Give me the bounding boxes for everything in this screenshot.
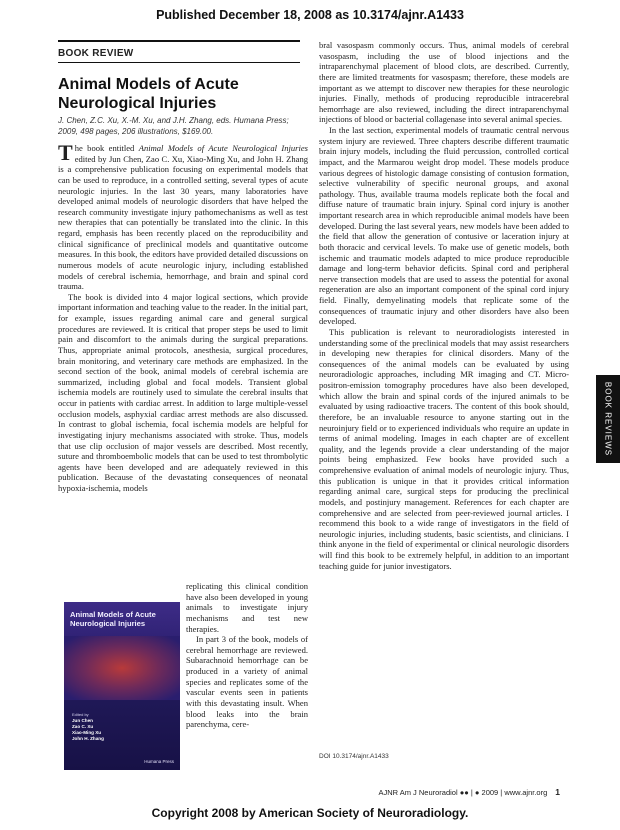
- intro-book-title: Animal Models of Acute Neurological Injuries: [138, 143, 308, 153]
- side-tab-label: BOOK REVIEWS: [603, 381, 613, 457]
- cover-edited-by: Edited by: [72, 712, 89, 717]
- cover-editor: John H. Zhang: [72, 736, 104, 741]
- article-title: Animal Models of Acute Neurological Injuries: [58, 76, 239, 112]
- section-rule: [58, 62, 300, 63]
- paragraph-2: The book is divided into 4 major logical sections, which provide important information and teaching value to the reader. In the initial part, for example, issues regarding animal care and general surgical procedures are reviewed. It is critical that proper steps be used to limit pain and discomfort to the animals during the surgical preparations. Thus, appropriate animal protocols, anesthesia, surgical procedures, brain monitoring, and veterinary care methods are emphasized. In the second section of the book, animal models of cerebral ischemia are summarized, including global and focal models. Transient global ischemia models are routinely used to simulate the cerebral insults that occur in patients with cardiac arrest. In addition to large multiple-vessel occlusion models, asphyxial cardiac arrest methods are also discussed. In contrast to global ischemia, focal ischemia models are helpful for investigating injury mechanisms associated with stroke. Thus, models that use clip occlusion of major vessels are described. Most recently, suture and thromboembolic models that can be used to test thrombolytic agents have been developed and are adequately reviewed in this publication. Because of the devastating consequences of neonatal hypoxia-ischemia, models: [58, 291, 308, 493]
- journal-citation: AJNR Am J Neuroradiol ●● | ● 2009 | www.ajnr.org: [378, 788, 548, 797]
- intro-start: he book entitled: [74, 143, 139, 153]
- drop-cap: T: [58, 140, 73, 165]
- side-tab: [596, 375, 620, 463]
- intro-paragraph: [58, 140, 308, 292]
- cover-editor: Jun Chen: [72, 718, 93, 723]
- left-narrow-column: [186, 581, 308, 730]
- copyright: Copyright 2008 by American Society of Neuroradiology.: [151, 806, 469, 820]
- byline: J. Chen, Z.C. Xu, X.-M. Xu, and J.H. Zhang, eds. Humana Press; 2009, 498 pages, 206 illustrations, $169.00.: [58, 116, 289, 136]
- right-column: [319, 40, 569, 571]
- right-paragraph-2: In the last section, experimental models of traumatic central nervous system injury are reviewed. Three chapters describe different traumatic brain injury models, including the fluid percussion, controlled cortical impact, and the Marmarou weight drop model. These models produce various degrees of histologic damage consisting of contusion formation, selective vulnerability of specific neuronal groups, and axonal pathology. Thus, available trauma models replicate both the focal and diffuse nature of traumatic brain injury. Spinal cord injury is another important research area in which reproducible animal models have been developed. During the last several years, new models have been added to the field that allow the generation of contusive or laceration injury at both thoracic and cervical levels. To make use of genetic models, both ischemic and traumatic models adapted to mice produce reproducible damage and long-term behavior deficits. Spinal cord and peripheral nerve transection models that are used to assess the potential for axonal regeneration are also an important component of the spinal cord injury field. Finally, demyelinating models that replicate some of the consequences of traumatic injury and other disorders have also been developed.: [319, 125, 569, 327]
- top-rule: [58, 40, 300, 42]
- cover-editors: [72, 718, 152, 742]
- paragraph-2-continued: replicating this clinical condition have also been developed in young animals to investigate injury mechanisms and test new therapies.: [186, 581, 308, 634]
- section-label: BOOK REVIEW: [58, 48, 134, 59]
- cover-artwork: [64, 636, 180, 700]
- cover-editor: Xiao-Ming Xu: [72, 730, 102, 735]
- book-cover-image: [64, 602, 180, 770]
- left-column: [58, 140, 308, 494]
- doi: DOI 10.3174/ajnr.A1433: [319, 753, 389, 760]
- cover-publisher: Humana Press: [144, 759, 174, 764]
- right-paragraph-1: bral vasospasm commonly occurs. Thus, animal models of cerebral vasospasm, including the use of blood injections and the intraparenchymal placement of blood clots, are described. Currently, there are limited treatments for vasospasm; therefore, these models are important as we attempt to discover new therapies for these neurologic injuries. Finally, methods of producing reproducible intracerebral hemorrhage are also reviewed, including the direct intraparenchymal injections of blood or bacterial collagenase into several animal species.: [319, 40, 569, 125]
- journal-footer: [378, 787, 560, 797]
- published-banner: Published December 18, 2008 as 10.3174/ajnr.A1433: [156, 8, 464, 22]
- paragraph-3: In part 3 of the book, models of cerebral hemorrhage are reviewed. Subarachnoid hemorrhage can be produced in a variety of animal species and replicates some of the vascular events seen in patients with this devastating insult. When blood leaks into the brain parenchyma, cere-: [186, 634, 308, 730]
- page-number: 1: [555, 787, 560, 797]
- right-paragraph-3: This publication is relevant to neuroradiologists interested in understanding some of the preclinical models that may assist researchers in developing new therapies for clinical disorders. Many of the consequences of the animal models can be evaluated by using neuroradiologic approaches, including MR imaging and CT. Micro-positron-emission tomography procedures have also been developed, which allow the brain and spinal cords of the injured animals to be evaluated by using radioactive tracers. The content of this book should, therefore, be an invaluable resource to anyone starting out in the neuroinjury field or to experienced individuals who require an update in terms of animal modeling. Images in each chapter are of excellent quality, and the legends provide a clear understanding of the major points being emphasized. Few books have provided such a comprehensive evaluation of animal models of neurologic injury. Thus, this publication is unique in that it provides critical information regarding animal care, surgical steps for producing the preclinical models, and postinjury management. References for each chapter are comprehensive and are selected from peer-reviewed journal articles. I recommend this book to a wide range of investigators in the field of neurologic injuries, including students, basic scientists, and clinicians. I think anyone in the field of experimental or clinical neurologic disorders will find this book to be extremely helpful, in addition to an important teaching guide for junior investigators.: [319, 326, 569, 571]
- cover-editor: Zao C. Xu: [72, 724, 94, 729]
- intro-rest: edited by Jun Chen, Zao C. Xu, Xiao-Ming Xu, and John H. Zhang is a comprehensive publication focusing on experimental models that can be used to reproduce, in a controlled setting, several types of acute neurologic injuries. In the last 30 years, many laboratories have developed animal models of neurologic disorders that have helped the research community investigate injury pathomechanisms as well as test new therapies that can potentially be translated into the clinic. In this regard, emphasis has been recently placed on the reproducibility and clinical significance of preclinical models and quantitative outcome measures. In this book, the editors have provided detailed discussions on numerous models of acute neurologic injury, including established models of cerebral ischemia, hemorrhage, and brain and spinal cord trauma.: [58, 153, 308, 292]
- cover-title: Animal Models of Acute Neurological Injuries: [70, 610, 156, 628]
